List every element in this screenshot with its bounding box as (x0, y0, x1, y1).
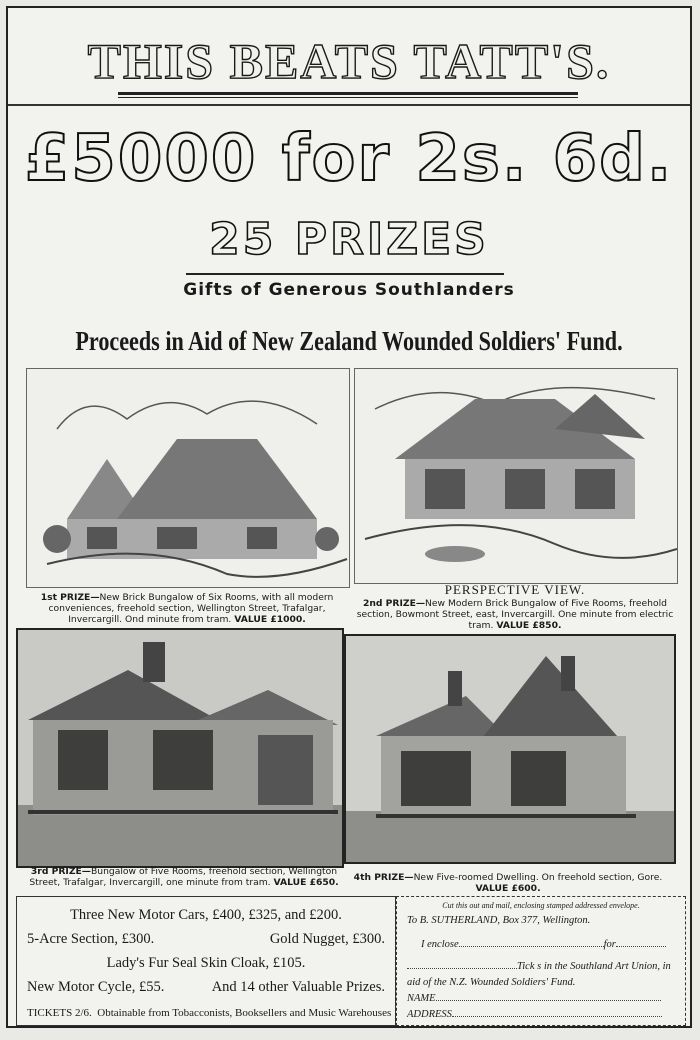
coupon-name-row (407, 993, 661, 1004)
prize-2-illustration (354, 368, 678, 584)
coupon-address-label: ADDRESS (407, 1009, 452, 1020)
tickets-line (27, 1007, 391, 1019)
headline-underline (118, 92, 578, 95)
prize-3-text: Bungalow of Five Rooms, freehold section, Wellington Street, Trafalgar, Invercargill, one minute from tram. (29, 866, 338, 888)
prize-3-caption (26, 866, 342, 888)
motor-cars-line: Three New Motor Cars, £400, £325, and £200. (70, 907, 342, 923)
coupon-for-field[interactable] (616, 946, 666, 947)
coupon-enclose-row (421, 939, 666, 950)
perspective-view-label: PERSPECTIVE VIEW. (444, 582, 586, 597)
coupon-address-field[interactable] (452, 1016, 662, 1017)
coupon-note: Cut this out and mail, enclosing stamped addressed envelope. (442, 901, 640, 910)
other-prizes-line: And 14 other Valuable Prizes. (211, 979, 385, 995)
other-prizes-box (16, 896, 396, 1026)
prize-4-text: New Five-roomed Dwelling. On freehold section, Gore. (413, 872, 663, 883)
gifts-rule (186, 273, 504, 275)
prizes-count-line: 25 PRIZES (209, 214, 489, 265)
headline-underline-thin (118, 97, 578, 98)
price-line: £5000 for 2s. 6d. (24, 122, 674, 196)
coupon-aid-line: aid of the N.Z. Wounded Soldiers' Fund. (407, 977, 576, 988)
top-divider (8, 104, 690, 106)
gold-nugget-line: Gold Nugget, £300. (269, 931, 385, 947)
prize-1-illustration (26, 368, 350, 588)
coupon-address-to: To B. SUTHERLAND, Box 377, Wellington. (407, 915, 591, 926)
coupon-tickets-label: Tick s in the Southland Art Union, in (517, 961, 671, 972)
coupon-tickets-row (407, 961, 671, 972)
advertisement-page (6, 6, 692, 1028)
tickets-outlets: Obtainable from Tobacconists, Booksellers and Music Warehouses (97, 1007, 392, 1019)
prize-4-value: VALUE £600. (475, 883, 541, 894)
motor-cycle-line: New Motor Cycle, £55. (27, 979, 165, 995)
prize-2-caption (354, 598, 676, 631)
gifts-line: Gifts of Generous Southlanders (183, 280, 515, 300)
prize-1-lead: 1st PRIZE— (40, 592, 100, 603)
coupon-enclose-label: I enclose (421, 939, 459, 950)
headline: THIS BEATS TATT'S. (87, 33, 611, 89)
coupon-name-field[interactable] (436, 1000, 661, 1001)
coupon-for-label: for (603, 939, 616, 950)
prize-4-photo (344, 634, 676, 864)
prize-2-text: New Modern Brick Bungalow of Five Rooms, freehold section, Bowmont Street, east, Invercargill. One minute from electric tram. (356, 598, 674, 631)
prize-4-caption (348, 872, 668, 894)
coupon-tickets-field[interactable] (407, 968, 517, 969)
fur-cloak-line: Lady's Fur Seal Skin Cloak, £105. (106, 955, 306, 971)
mail-coupon[interactable] (396, 896, 686, 1026)
prize-1-text: New Brick Bungalow of Six Rooms, with all modern conveniences, freehold section, Wellington Street, Trafalgar, Invercargill. Ond minute from tram. (48, 592, 334, 625)
prize-2-lead: 2nd PRIZE— (362, 598, 426, 609)
prize-2-value: VALUE £850. (496, 620, 562, 631)
coupon-enclose-field[interactable] (459, 946, 604, 947)
prize-3-lead: 3rd PRIZE— (30, 866, 91, 877)
tickets-price: TICKETS 2/6. (27, 1007, 92, 1019)
prize-1-caption (26, 592, 348, 625)
prize-3-value: VALUE £650. (273, 877, 339, 888)
prize-3-photo (16, 628, 344, 868)
prize-4-lead: 4th PRIZE— (353, 872, 414, 883)
coupon-address-row (407, 1009, 662, 1020)
proceeds-line: Proceeds in Aid of New Zealand Wounded Soldiers' Fund. (75, 326, 623, 356)
coupon-name-label: NAME (407, 993, 436, 1004)
acre-section-line: 5-Acre Section, £300. (27, 931, 155, 947)
prize-1-value: VALUE £1000. (234, 614, 306, 625)
